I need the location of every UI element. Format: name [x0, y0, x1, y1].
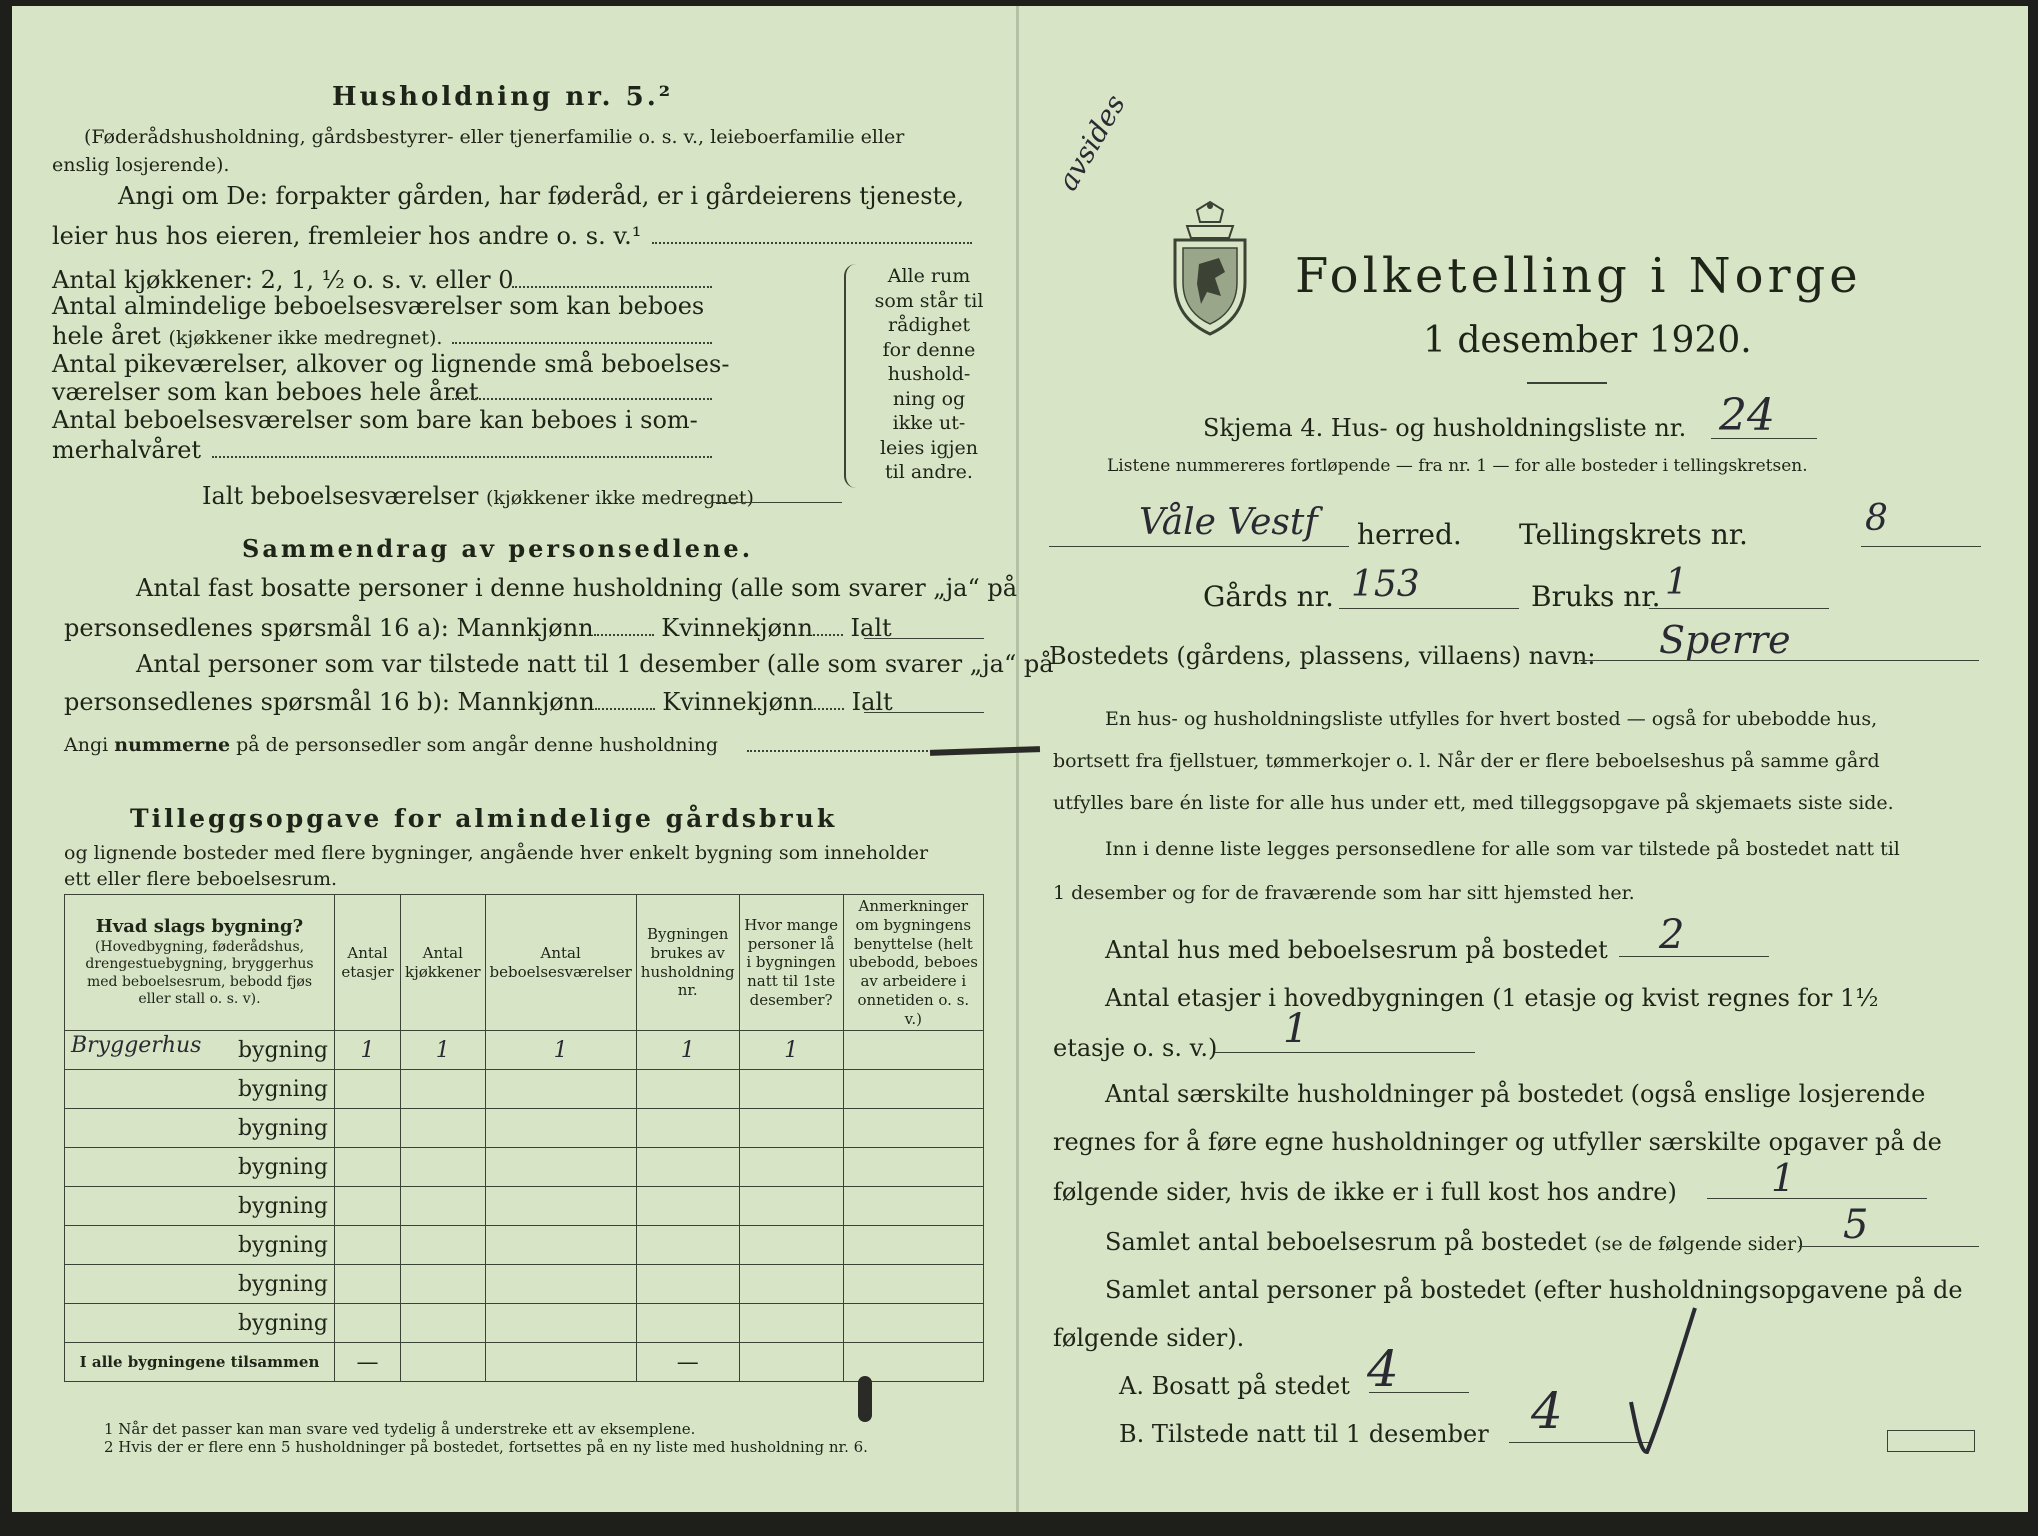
table-row: Bryggerhus bygning 1 1 1 1 1: [65, 1031, 984, 1070]
herred-value: Våle Vestf: [1139, 502, 1318, 543]
summer-rooms-dots: [212, 456, 712, 458]
table-row: bygning: [65, 1187, 984, 1226]
persons-label-1: Samlet antal personer på bostedet (efter husholdningsopgavene på de: [1105, 1276, 1963, 1304]
table-row: bygning: [65, 1226, 984, 1265]
angi-line-2: leier hus hos eieren, fremleier hos andre o. s. v.¹: [52, 222, 642, 250]
summer-rooms-label-1: Antal beboelsesværelser som bare kan beboes i som-: [52, 406, 698, 434]
houses-label: Antal hus med beboelsesrum på bostedet: [1105, 936, 1608, 964]
numbers-label-c: på de personsedler som angår denne husholdning: [230, 734, 719, 756]
small-rooms-label-1: Antal pikeværelser, alkover og lignende små beboelses-: [52, 350, 730, 378]
summary-total-line-2: [864, 712, 984, 713]
rooms-dots: [452, 342, 712, 344]
summary-female-label: Kvinnekjønn: [661, 614, 813, 642]
col-remarks: Anmerkninger om bygningens benyttelse (helt ubebodd, beboes av arbeidere i onnetiden o. s. v.): [843, 895, 983, 1031]
small-rooms-dots: [452, 398, 712, 400]
tellingskrets-line: [1861, 546, 1981, 547]
kitchens-label: Antal kjøkkener: 2, 1, ½ o. s. v. eller 0: [52, 266, 514, 294]
households-line: [1707, 1198, 1927, 1199]
table-row: bygning: [65, 1304, 984, 1343]
cell-household: 1: [636, 1031, 739, 1070]
total-rooms-note: (kjøkkener ikke medregnet): [485, 487, 754, 509]
bosted-label: Bostedets (gårdens, plassens, villaens) navn:: [1049, 642, 1596, 670]
household-intro: (Føderådshusholdning, gårdsbestyrer- eller tjenerfamilie o. s. v., leieboerfamilie eller: [84, 126, 905, 148]
summary-line-1: Antal fast bosatte personer i denne husholdning (alle som svarer „ja“ på: [136, 574, 1018, 602]
bruks-line: [1649, 608, 1829, 609]
houses-line: [1619, 956, 1769, 957]
footnote-2: 2 Hvis der er flere enn 5 husholdninger på bostedet, fortsettes på en ny liste med husholdning nr. 6.: [104, 1438, 868, 1456]
gards-line: [1339, 608, 1519, 609]
summary-line-3: Antal personer som var tilstede natt til 1 desember (alle som svarer „ja“ på: [136, 650, 1054, 678]
rooms-label-2: hele året: [52, 322, 161, 350]
summary-total-label: Ialt: [850, 614, 892, 642]
summary-total-line: [864, 638, 984, 639]
rooms-total-line: [1799, 1246, 1979, 1247]
rooms-total-label: Samlet antal beboelsesrum på bostedet: [1105, 1228, 1587, 1256]
col-rooms: Antal beboelsesværelser: [485, 895, 636, 1031]
col-household-nr: Bygningen brukes av husholdning nr.: [636, 895, 739, 1031]
printer-stamp: [1887, 1430, 1975, 1452]
table-total-row: I alle bygningene tilsammen — —: [65, 1343, 984, 1382]
households-value: 1: [1771, 1156, 1796, 1200]
rooms-total-note: (se de følgende sider): [1594, 1233, 1804, 1255]
bosted-line: [1579, 660, 1979, 661]
schema-number: 24: [1719, 390, 1775, 441]
cell-rooms: 1: [485, 1031, 636, 1070]
table-row: bygning: [65, 1148, 984, 1187]
col-floors: Antal etasjer: [335, 895, 401, 1031]
houses-value: 2: [1659, 912, 1685, 958]
right-page: [1019, 6, 2028, 1512]
schema-number-line: [1711, 438, 1817, 439]
summer-rooms-label-2: merhalvåret: [52, 436, 202, 464]
buildings-table: [64, 894, 984, 1382]
rooms-total-value: 5: [1843, 1202, 1869, 1248]
resident-line: [1369, 1392, 1469, 1393]
instructions-1a: En hus- og husholdningsliste utfylles for hvert bosted — også for ubebodde hus,: [1105, 708, 1878, 730]
small-rooms-label-2: værelser som kan beboes hele året: [52, 378, 479, 406]
kitchens-dots: [512, 286, 712, 288]
households-label-2: regnes for å føre egne husholdninger og utfyller særskilte opgaver på de: [1053, 1128, 1942, 1156]
herred-label: herred.: [1357, 518, 1462, 551]
tellingskrets-number: 8: [1865, 498, 1888, 539]
cell-kitchens: 1: [401, 1031, 486, 1070]
footnote-1: 1 Når det passer kan man svare ved tydelig å understreke ett av eksemplene.: [104, 1420, 696, 1438]
supplement-title: Tilleggsopgave for almindelige gårdsbruk: [130, 804, 838, 833]
instructions-2b: 1 desember og for de fraværende som har sitt hjemsted her.: [1053, 882, 1635, 904]
table-row: bygning: [65, 1265, 984, 1304]
table-row: bygning: [65, 1070, 984, 1109]
ink-blot: [858, 1376, 872, 1422]
summary-title: Sammendrag av personsedlene.: [242, 534, 754, 563]
numbers-label-a: Angi: [64, 734, 115, 756]
instructions-1c: utfylles bare én liste for alle hus under ett, med tilleggsopgave på skjemaets siste side.: [1053, 792, 1894, 814]
bruks-label: Bruks nr.: [1531, 580, 1661, 613]
present-value: 4: [1531, 1382, 1563, 1440]
gards-label: Gårds nr.: [1203, 580, 1334, 613]
supplement-line-2: ett eller flere beboelsesrum.: [64, 868, 338, 890]
rooms-label-1: Antal almindelige beboelsesværelser som kan beboes: [52, 292, 705, 320]
supplement-line-1: og lignende bosteder med flere bygninger, angående hver enkelt bygning som inneholder: [64, 842, 929, 864]
instructions-1b: bortsett fra fjellstuer, tømmerkojer o. l. Når der er flere beboelseshus på samme gård: [1053, 750, 1880, 772]
present-label: B. Tilstede natt til 1 desember: [1119, 1420, 1489, 1448]
floors-value: 1: [1283, 1006, 1309, 1052]
numbering-note: Listene nummereres fortløpende — fra nr. 1 — for alle bosteder i tellingskretsen.: [1107, 456, 1808, 476]
summary-line-2: personsedlenes spørsmål 16 a): Mannkjønn: [64, 614, 594, 642]
census-date: 1 desember 1920.: [1423, 320, 1752, 361]
instructions-2a: Inn i denne liste legges personsedlene for alle som var tilstede på bostedet natt til: [1105, 838, 1900, 860]
bosted-value: Sperre: [1659, 618, 1791, 662]
floors-line: [1215, 1052, 1475, 1053]
side-note-brace: [844, 264, 868, 488]
col-persons: Hvor mange personer lå i bygningen natt til 1ste desember?: [739, 895, 843, 1031]
col-building-type: Hvad slags bygning? (Hovedbygning, føderådshus, drengestuebygning, bryggerhus med beboelsesrum, bebodd fjøs eller stall o. s. v).: [65, 895, 335, 1031]
cell-floors: 1: [335, 1031, 401, 1070]
tellingskrets-label: Tellingskrets nr.: [1519, 518, 1748, 551]
resident-label: A. Bosatt på stedet: [1119, 1372, 1350, 1400]
summary-line-4: personsedlenes spørsmål 16 b): Mannkjønn: [64, 688, 595, 716]
households-label-1: Antal særskilte husholdninger på bostedet (også enslige losjerende: [1105, 1080, 1926, 1108]
summary-total-label-2: Ialt: [851, 688, 893, 716]
numbers-label-b: nummerne: [114, 734, 231, 756]
margin-note: avsides: [1050, 88, 1132, 197]
rooms-label-2b: (kjøkkener ikke medregnet).: [168, 327, 443, 349]
col-kitchens: Antal kjøkkener: [401, 895, 486, 1031]
coat-of-arms-icon: [1167, 200, 1253, 340]
persons-label-2: følgende sider).: [1053, 1324, 1245, 1352]
total-rooms-label: Ialt beboelsesværelser: [202, 482, 479, 510]
gards-number: 153: [1351, 564, 1420, 605]
side-note: Alle rum som står til rådighet for denne hushold- ning og ikke ut- leies igjen til andre.: [874, 265, 984, 483]
floors-label-2: etasje o. s. v.): [1053, 1034, 1218, 1062]
angi-line-1: Angi om De: forpakter gården, har føderåd, er i gårdeierens tjeneste,: [118, 182, 965, 210]
check-mark-icon: [1623, 1302, 1703, 1462]
row-1-name: Bryggerhus: [71, 1033, 202, 1059]
schema-label: Skjema 4. Hus- og husholdningsliste nr.: [1203, 414, 1687, 442]
table-row: bygning: [65, 1109, 984, 1148]
floors-label-1: Antal etasjer i hovedbygningen (1 etasje og kvist regnes for 1½: [1105, 984, 1879, 1012]
title-rule: [1527, 382, 1607, 384]
household-title: Husholdning nr. 5.²: [332, 82, 674, 112]
angi-dotline: [652, 242, 972, 244]
summary-female-label-2: Kvinnekjønn: [662, 688, 814, 716]
cell-persons: 1: [739, 1031, 843, 1070]
left-page: [12, 6, 1054, 1512]
census-title: Folketelling i Norge: [1295, 248, 1862, 304]
herred-line: [1049, 546, 1349, 547]
total-rooms-line: [712, 502, 842, 503]
household-intro-2: enslig losjerende).: [52, 154, 230, 176]
households-label-3: følgende sider, hvis de ikke er i full kost hos andre): [1053, 1178, 1677, 1206]
bruks-number: 1: [1665, 562, 1688, 603]
resident-value: 4: [1367, 1340, 1399, 1398]
